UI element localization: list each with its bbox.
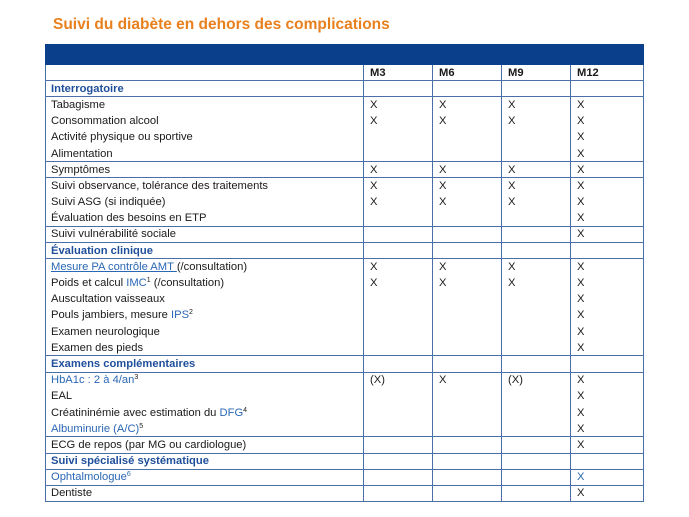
mark-m12: X [571, 178, 644, 194]
mark-m9: X [502, 194, 571, 210]
column-header-m9: M9 [502, 65, 571, 81]
row-label: Dentiste [46, 485, 364, 501]
mark-m12: X [571, 145, 644, 161]
mark-m3: X [364, 97, 433, 113]
mark-m12: X [571, 97, 644, 113]
table-row [46, 259, 644, 275]
hba1c-footnote: 3 [134, 374, 139, 382]
mark-m12: X [571, 259, 644, 275]
imc-prefix: Poids et calcul [51, 277, 127, 290]
mark-m9: X [502, 178, 571, 194]
mark-m12: X [571, 162, 644, 178]
pa-suffix: (/consultation) [176, 260, 248, 273]
row-label: Activité physique ou sportive [46, 129, 364, 145]
mark-m3 [364, 291, 433, 307]
albuminurie-footnote: 5 [139, 422, 144, 430]
mark-m9 [502, 388, 571, 404]
follow-up-table [45, 44, 644, 502]
mark-m3 [364, 145, 433, 161]
row-label [46, 259, 364, 275]
section-label: Interrogatoire [46, 81, 364, 97]
section-label: Évaluation clinique [46, 243, 364, 259]
table-header-row [46, 65, 644, 81]
mark-m6: X [433, 178, 502, 194]
mark-m12: X [571, 194, 644, 210]
table-row [46, 421, 644, 437]
table-row [46, 162, 644, 178]
mark-m6: X [433, 372, 502, 388]
mark-m6 [433, 388, 502, 404]
mark-m3: X [364, 162, 433, 178]
section-header-suivi-specialise [46, 453, 644, 469]
mark-m3 [364, 437, 433, 453]
ophtalmologue-footnote: 6 [126, 471, 131, 479]
mark-m3: X [364, 275, 433, 291]
table-row [46, 145, 644, 161]
mark-m9: X [502, 97, 571, 113]
hba1c-link[interactable]: HbA1c : 2 à 4/an [51, 374, 135, 387]
mark-m12: X [571, 129, 644, 145]
mark-m9: X [502, 259, 571, 275]
mark-m6 [433, 307, 502, 323]
section-label: Examens complémentaires [46, 356, 364, 372]
mark-m3 [364, 485, 433, 501]
pa-link[interactable]: Mesure PA contrôle AMT [51, 260, 177, 273]
mark-m12: X [571, 388, 644, 404]
albuminurie-link[interactable]: Albuminurie (A/C) [51, 422, 140, 435]
mark-m3 [364, 340, 433, 356]
row-label: EAL [46, 388, 364, 404]
table-row [46, 340, 644, 356]
mark-m9 [502, 226, 571, 242]
mark-m3 [364, 388, 433, 404]
ophtalmologue-link[interactable]: Ophtalmologue [51, 471, 127, 484]
mark-m9 [502, 129, 571, 145]
mark-m3 [364, 421, 433, 437]
mark-m9 [502, 291, 571, 307]
dfg-link[interactable]: DFG [219, 406, 244, 419]
table-banner [46, 45, 644, 65]
row-label [46, 404, 364, 420]
mark-m12: X [571, 291, 644, 307]
mark-m3: X [364, 194, 433, 210]
table-row [46, 113, 644, 129]
ips-prefix: Pouls jambiers, mesure [51, 309, 171, 322]
mark-m12: X [571, 404, 644, 420]
row-label: Auscultation vaisseaux [46, 291, 364, 307]
mark-m9 [502, 485, 571, 501]
mark-m6 [433, 210, 502, 226]
row-label [46, 307, 364, 323]
table-row [46, 404, 644, 420]
row-label: Évaluation des besoins en ETP [46, 210, 364, 226]
mark-m12: X [571, 275, 644, 291]
creat-prefix: Créatininémie avec estimation du [51, 406, 220, 419]
table-row [46, 307, 644, 323]
row-label: Symptômes [46, 162, 364, 178]
mark-m6 [433, 324, 502, 340]
mark-m9: X [502, 113, 571, 129]
column-header-m12: M12 [571, 65, 644, 81]
row-label: Tabagisme [46, 97, 364, 113]
mark-m9: X [502, 275, 571, 291]
table-row [46, 291, 644, 307]
mark-m6: X [433, 162, 502, 178]
mark-m9 [502, 437, 571, 453]
mark-m6 [433, 485, 502, 501]
mark-m3: X [364, 113, 433, 129]
column-header-m6: M6 [433, 65, 502, 81]
mark-m9 [502, 469, 571, 485]
mark-m9 [502, 340, 571, 356]
mark-m6 [433, 437, 502, 453]
mark-m6: X [433, 113, 502, 129]
header-empty-cell [46, 65, 364, 81]
row-label [46, 372, 364, 388]
mark-m9 [502, 210, 571, 226]
table-row [46, 275, 644, 291]
mark-m9 [502, 421, 571, 437]
mark-m6 [433, 129, 502, 145]
mark-m12: X [571, 469, 644, 485]
mark-m6: X [433, 194, 502, 210]
ips-link[interactable]: IPS [171, 309, 190, 322]
mark-m3: (X) [364, 372, 433, 388]
table-row [46, 194, 644, 210]
row-label: Examen des pieds [46, 340, 364, 356]
table-row [46, 210, 644, 226]
row-label: Consommation alcool [46, 113, 364, 129]
mark-m9 [502, 324, 571, 340]
mark-m3: X [364, 259, 433, 275]
mark-m12: X [571, 372, 644, 388]
table-row [46, 97, 644, 113]
mark-m6 [433, 421, 502, 437]
mark-m9: (X) [502, 372, 571, 388]
table-row [46, 129, 644, 145]
section-header-evaluation-clinique [46, 243, 644, 259]
column-header-m3: M3 [364, 65, 433, 81]
mark-m3 [364, 226, 433, 242]
mark-m12: X [571, 437, 644, 453]
mark-m3 [364, 210, 433, 226]
mark-m9 [502, 404, 571, 420]
table-row [46, 324, 644, 340]
mark-m3 [364, 307, 433, 323]
mark-m3 [364, 324, 433, 340]
mark-m12: X [571, 210, 644, 226]
mark-m12: X [571, 421, 644, 437]
mark-m12: X [571, 324, 644, 340]
row-label: Suivi vulnérabilité sociale [46, 226, 364, 242]
mark-m9 [502, 307, 571, 323]
imc-link[interactable]: IMC [126, 277, 147, 290]
table-row [46, 372, 644, 388]
mark-m3 [364, 404, 433, 420]
mark-m12: X [571, 307, 644, 323]
ips-footnote: 2 [189, 309, 193, 317]
mark-m6 [433, 469, 502, 485]
row-label: Alimentation [46, 145, 364, 161]
mark-m6 [433, 226, 502, 242]
mark-m3: X [364, 178, 433, 194]
mark-m6 [433, 145, 502, 161]
mark-m12: X [571, 113, 644, 129]
mark-m6 [433, 404, 502, 420]
table-row [46, 437, 644, 453]
row-label: ECG de repos (par MG ou cardiologue) [46, 437, 364, 453]
row-label [46, 469, 364, 485]
imc-footnote: 1 [146, 277, 151, 285]
mark-m3 [364, 469, 433, 485]
section-header-interrogatoire [46, 81, 644, 97]
section-header-examens-complementaires [46, 356, 644, 372]
table-row [46, 469, 644, 485]
page-title: Suivi du diabète en dehors des complications [53, 16, 390, 33]
mark-m12: X [571, 340, 644, 356]
row-label: Suivi ASG (si indiquée) [46, 194, 364, 210]
row-label [46, 421, 364, 437]
row-label: Suivi observance, tolérance des traitements [46, 178, 364, 194]
imc-suffix: (/consultation) [150, 277, 225, 290]
mark-m12: X [571, 485, 644, 501]
dfg-footnote: 4 [243, 406, 248, 414]
mark-m6 [433, 291, 502, 307]
table-row [46, 388, 644, 404]
mark-m6: X [433, 97, 502, 113]
mark-m9 [502, 145, 571, 161]
mark-m6: X [433, 275, 502, 291]
row-label: Examen neurologique [46, 324, 364, 340]
mark-m12: X [571, 226, 644, 242]
table-row [46, 178, 644, 194]
table-row [46, 485, 644, 501]
mark-m6 [433, 340, 502, 356]
row-label [46, 275, 364, 291]
section-label: Suivi spécialisé systématique [46, 453, 364, 469]
table-row [46, 226, 644, 242]
mark-m6: X [433, 259, 502, 275]
mark-m9: X [502, 162, 571, 178]
mark-m3 [364, 129, 433, 145]
